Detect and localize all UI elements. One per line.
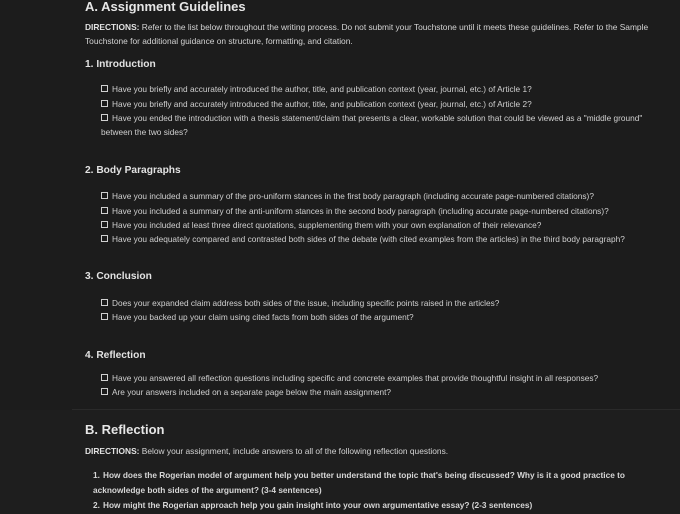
section-b-title: B. Reflection (85, 422, 165, 437)
checkbox-icon (101, 374, 108, 381)
reflection-section (0, 410, 680, 514)
reflection-question (93, 468, 673, 498)
checklist-item-text: Have you included at least three direct quotations, supplementing them with your own explanation of their relevance? (112, 220, 542, 230)
checkbox-icon (101, 299, 108, 306)
checkbox-icon (101, 388, 108, 395)
checklist-item-text: Have you briefly and accurately introduced the author, title, and publication context (year, journal, etc.) of Article 2? (112, 99, 532, 109)
checklist-item-text: Have you ended the introduction with a thesis statement/claim that presents a clear, workable solution that could be viewed as a "middle ground" between the two sides? (101, 113, 643, 137)
checklist-item-text: Are your answers included on a separate page below the main assignment? (112, 387, 392, 397)
reflection-question (93, 498, 673, 513)
question-number: 1. (93, 470, 100, 480)
checkbox-icon (101, 100, 108, 107)
question-text: How might the Rogerian approach help you gain insight into your own argumentative essay? (2-3 sentences) (103, 500, 533, 510)
directions-text: Below your assignment, include answers to all of the following reflection questions. (139, 446, 449, 456)
checklist-item (101, 189, 671, 203)
checklist-item-text: Have you included a summary of the pro-uniform stances in the first body paragraph (including accurate page-numbered citations)? (112, 191, 594, 201)
checklist-item (101, 232, 671, 246)
directions-text: Refer to the list below throughout the writing process. Do not submit your Touchstone until it meets these guidelines. Refer to the Sample Touchstone for additional guidance on structure, formatting, and citation. (85, 22, 649, 46)
checkbox-icon (101, 235, 108, 242)
checklist-item (101, 296, 671, 310)
checklist-item-text: Have you briefly and accurately introduced the author, title, and publication context (year, journal, etc.) of Article 1? (112, 84, 532, 94)
checklist-item-text: Have you included a summary of the anti-uniform stances in the second body paragraph (including accurate page-numbered citations)? (112, 206, 609, 216)
checklist-item-text: Have you backed up your claim using cited facts from both sides of the argument? (112, 312, 414, 322)
checklist-item (101, 371, 671, 385)
checklist-item (101, 97, 671, 111)
section-a-directions (85, 20, 670, 48)
question-number: 2. (93, 500, 100, 510)
checklist-item-text: Does your expanded claim address both sides of the issue, including specific points raised in the articles? (112, 298, 500, 308)
checklist-item-text: Have you adequately compared and contrasted both sides of the debate (with cited examples from the articles) in the third body paragraph? (112, 234, 625, 244)
checklist-item (101, 82, 671, 96)
directions-label: DIRECTIONS: (85, 22, 140, 32)
directions-label: DIRECTIONS: (85, 446, 140, 456)
checkbox-icon (101, 313, 108, 320)
checklist-item (101, 310, 671, 324)
heading-reflection: 4. Reflection (85, 350, 146, 361)
heading-body-paragraphs: 2. Body Paragraphs (85, 165, 181, 176)
checklist-item (101, 111, 671, 139)
checklist-item (101, 385, 671, 399)
section-a-title: A. Assignment Guidelines (85, 0, 246, 14)
checkbox-icon (101, 221, 108, 228)
checkbox-icon (101, 85, 108, 92)
checkbox-icon (101, 207, 108, 214)
checklist-item (101, 218, 671, 232)
heading-conclusion: 3. Conclusion (85, 271, 152, 282)
checklist-item-text: Have you answered all reflection questions including specific and concrete examples that provide thoughtful insight in all responses? (112, 373, 599, 383)
checkbox-icon (101, 192, 108, 199)
question-text: How does the Rogerian model of argument help you better understand the topic that's being discussed? Why is it a good practice to acknowledge both sides of the argument? (3-4 sentences) (93, 470, 625, 495)
checkbox-icon (101, 114, 108, 121)
section-b-directions (85, 444, 670, 458)
checklist-item (101, 204, 671, 218)
heading-introduction: 1. Introduction (85, 59, 156, 70)
